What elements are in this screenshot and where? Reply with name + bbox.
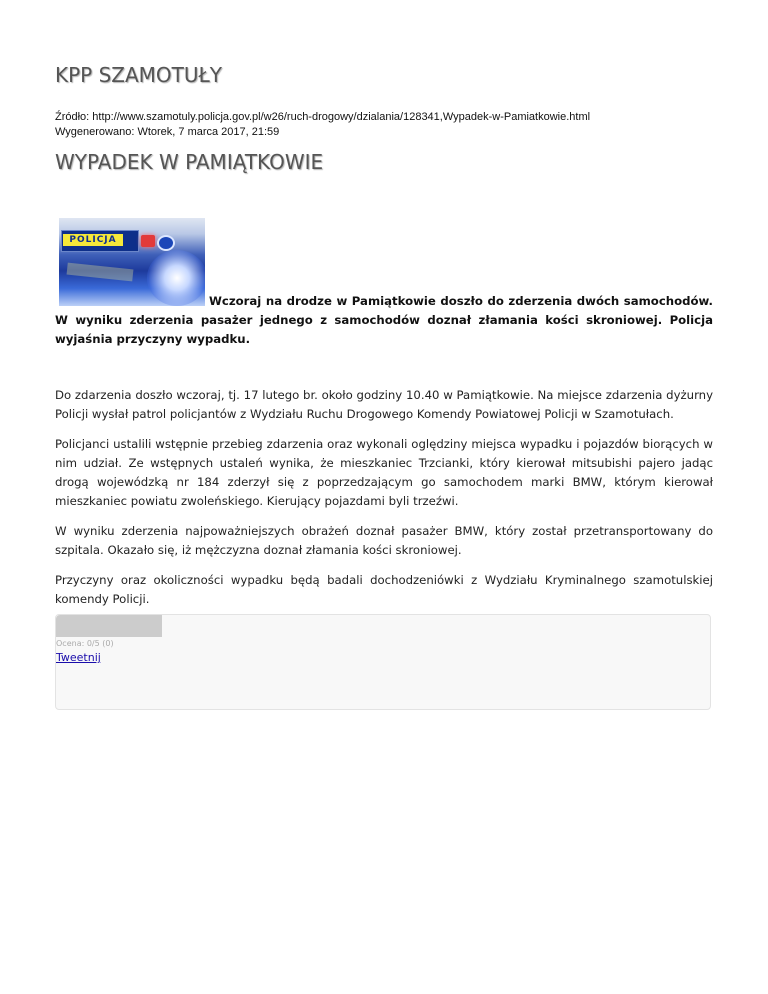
article-paragraph: Policjanci ustalili wstępnie przebieg zdarzenia oraz wykonali oględziny miejsca wypadku i pojazdów biorących w nim udział. Ze wstępnych ustaleń wynika, że mieszkaniec Trzcianki, który kierował mitsubishi pajero jadąc drogą wojewódzką nr 184 zderzył się z poprzedzającym go samochodem marki BMW, którym kierował mieszkaniec powiatu zwoleńskiego. Kierujący pojazdami byli trzeźwi. [55,437,713,508]
generated-line: Wygenerowano: Wtorek, 7 marca 2017, 21:59 [55,126,280,138]
rating-box [55,614,711,710]
article-paragraph: W wyniku zderzenia najpoważniejszych obrażeń doznał pasażer BMW, który został przetransportowany do szpitala. Okazało się, iż mężczyzna doznał złamania kości skroniowej. [55,524,713,557]
rating-label: Ocena: 0/5 (0) [56,639,114,648]
article-title: WYPADEK W PAMIĄTKOWIE [55,150,324,174]
police-plate-text: POLICJA [63,234,123,246]
article-lead: Wczoraj na drodze w Pamiątkowie doszło do zderzenia dwóch samochodów. W wyniku zderzenia pasażer jednego z samochodów doznał złamania kości skroniowej. Policja wyjaśnia przyczyny wypadku. [55,294,713,346]
article-lead-section [55,218,713,349]
site-title: KPP SZAMOTUŁY [55,63,222,87]
blue-lamp [157,235,175,251]
source-line: Źródło: http://www.szamotuly.policja.gov.pl/w26/ruch-drogowy/dzialania/128341,Wypadek-w-Pamiatkowie.html [55,111,591,123]
rating-stars[interactable] [56,615,162,637]
article-paragraph: Do zdarzenia doszło wczoraj, tj. 17 lutego br. około godziny 10.40 w Pamiątkowie. Na miejsce zdarzenia dyżurny Policji wysłał patrol policjantów z Wydziału Ruchu Drogowego Komendy Powiatowej Policji w Szamotułach. [55,388,713,421]
article-body [55,386,713,620]
police-car-photo [59,218,205,306]
red-lamp [141,235,155,247]
light-glow [147,250,205,306]
tweet-link[interactable]: Tweetnij [56,651,101,664]
article-paragraph: Przyczyny oraz okoliczności wypadku będą badali dochodzeniówki z Wydziału Kryminalnego szamotulskiej komendy Policji. [55,573,713,606]
document-meta [55,110,590,140]
reflection [67,263,134,282]
